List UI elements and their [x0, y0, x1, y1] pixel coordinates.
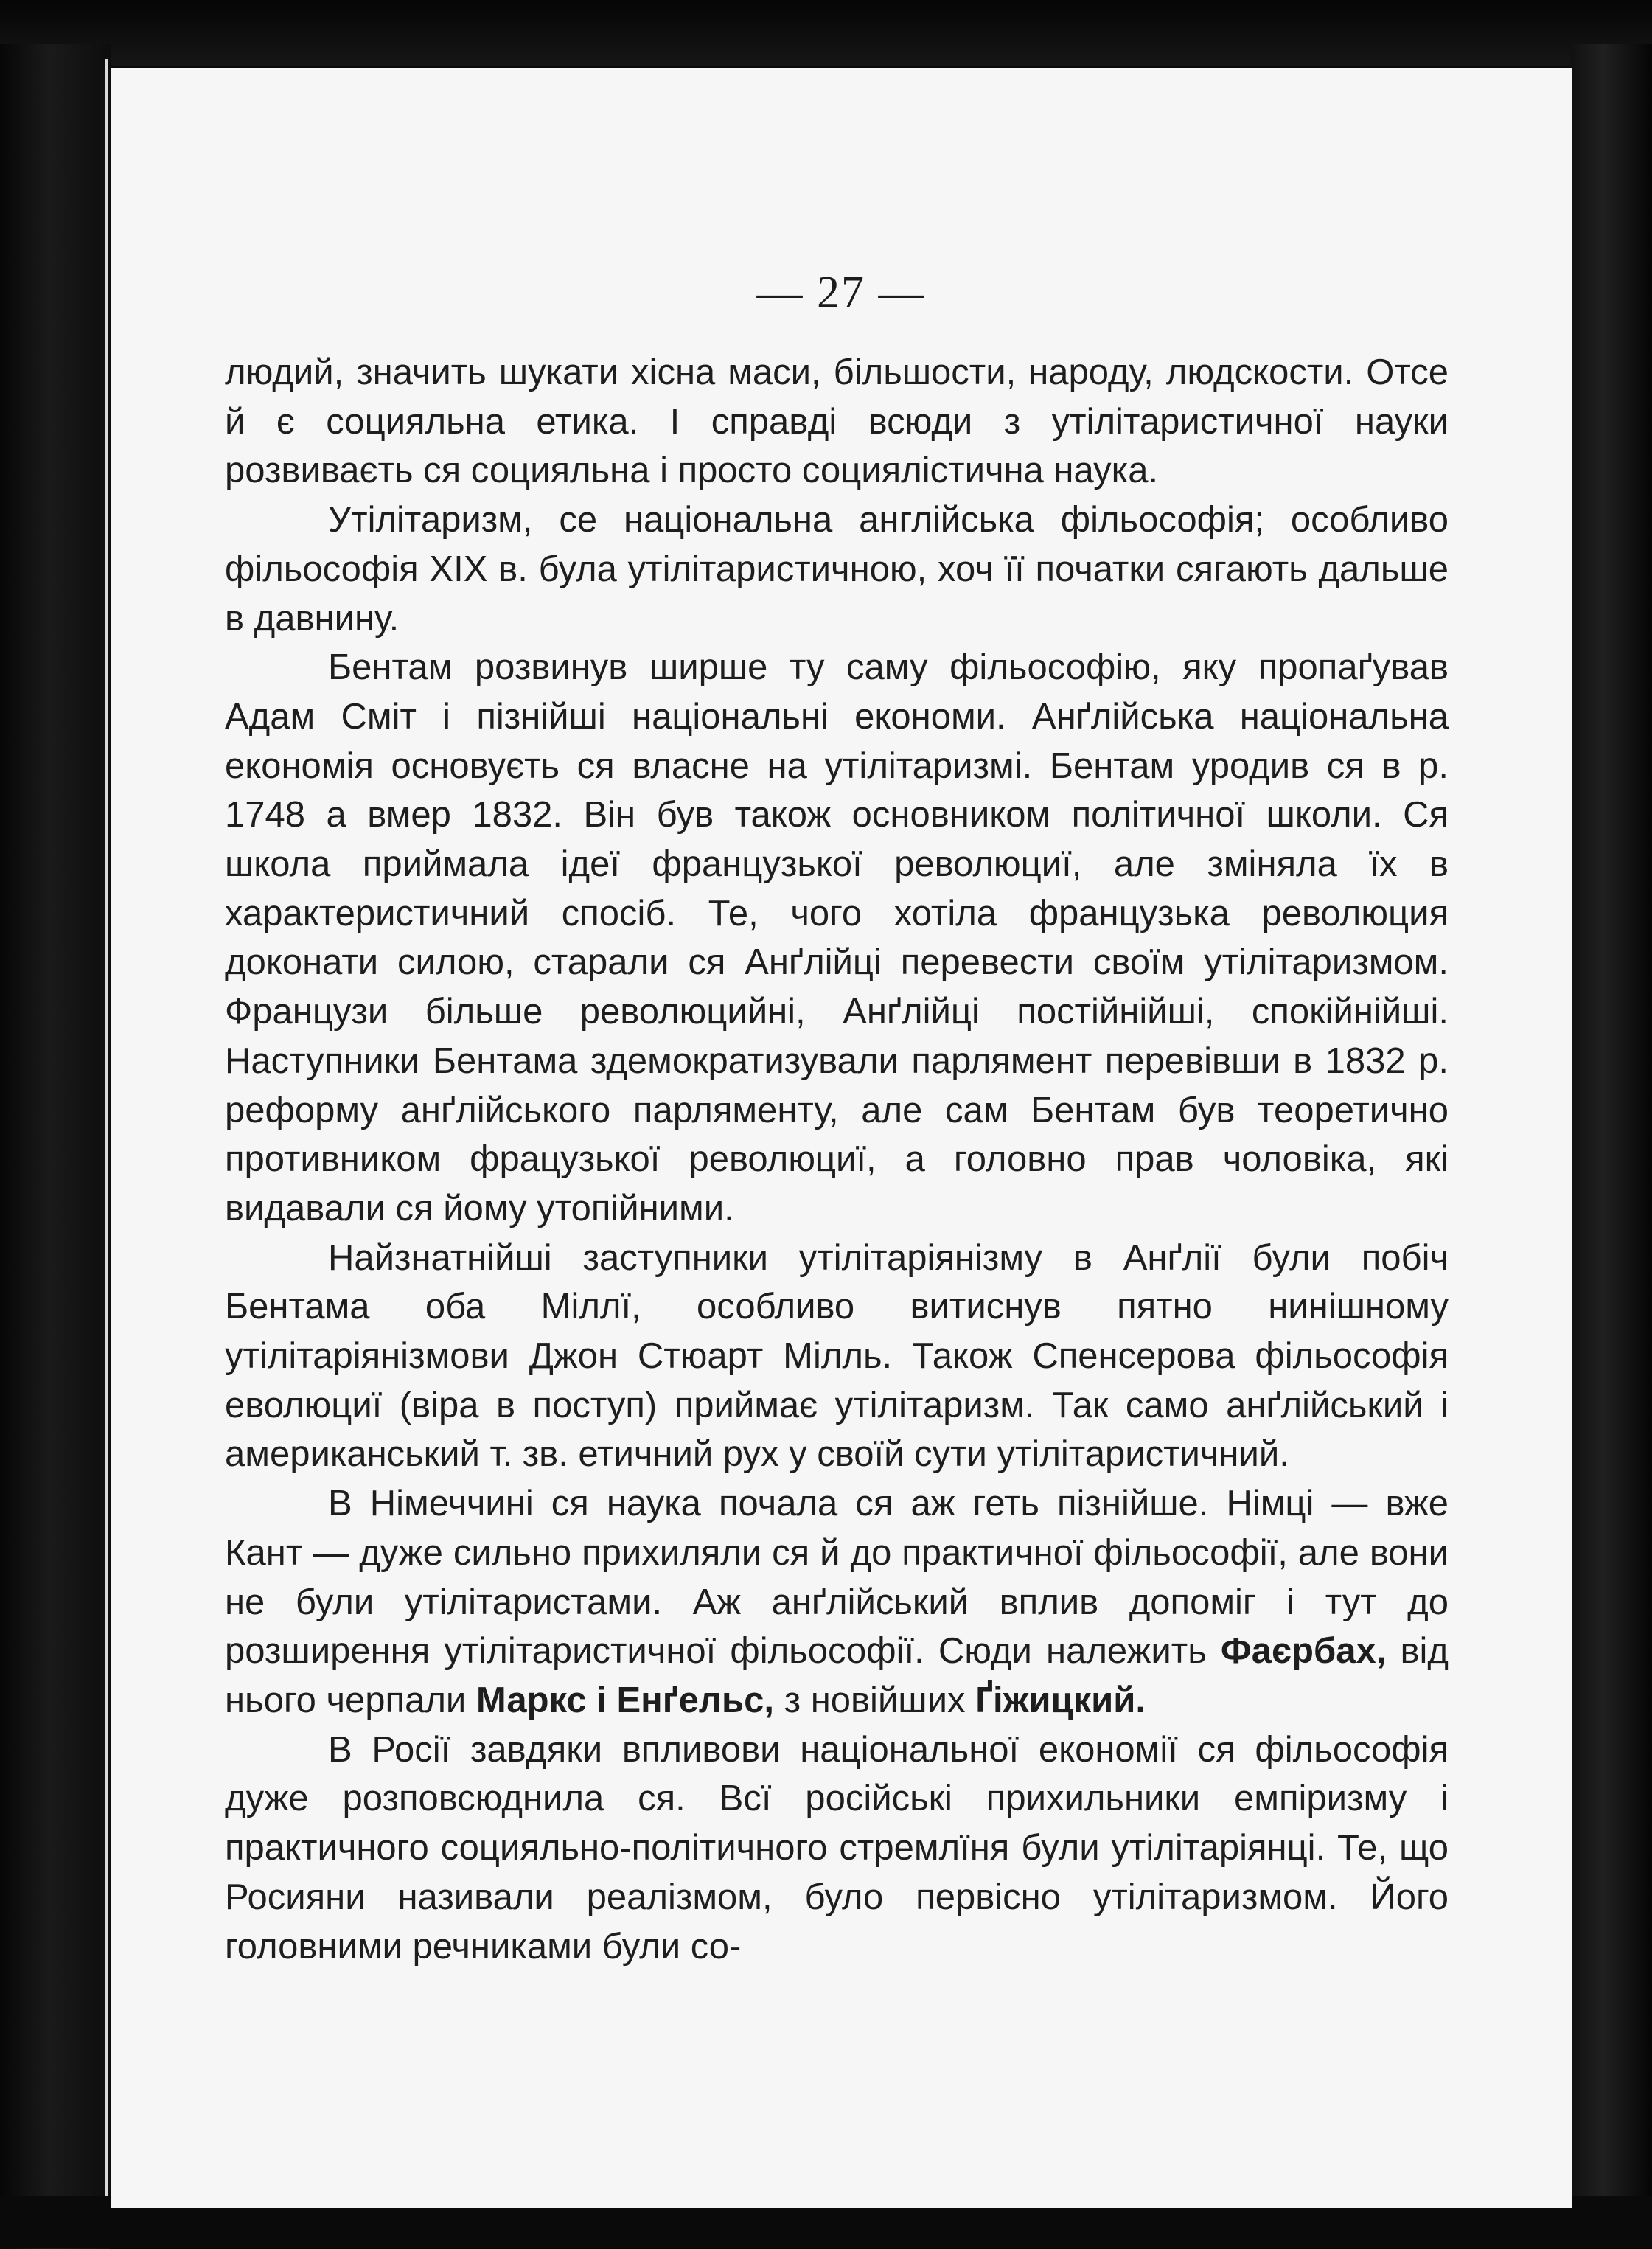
paragraph — [225, 1479, 1449, 1725]
text-span: В Росії завдяки впливови національної економії ся фільософія дуже розповсюднила ся. Всї російські прихильники емпіризму і практичного социяльно-політичного стремлїня були утілітаріянці. Те, що Росияни називали реалізмом, було первісно утілітаризмом. Його головними речниками були со- — [225, 1729, 1449, 1967]
text-span: від нього черпали — [225, 1631, 1449, 1720]
text-span: Бентам розвинув ширше ту саму фільософію, яку пропаґував Адам Сміт і пізнійші національні економи. Анґлійська національна економія основуєть ся власне на утілітаризмі. Бентам уродив ся в р. 1748 а вмер 1832. Він був також основником політичної школи. Ся школа приймала ідеї французької революциї, але зміняла їх в характеристичний спосіб. Те, чого хотіла французька революция доконати силою, старали ся Анґлійці перевести своїм утілітаризмом. Французи більше революцийні, Анґлійці постійнійші, спокійнійші. Наступники Бентама здемократизували парлямент перевівши в 1832 р. реформу анґлійського парляменту, але сам Бентам був теоретично противником фрацузької революциї, а головно прав чоловіка, які видавали ся йому утопійними. — [225, 647, 1449, 1228]
text-span: В Німеччині ся наука почала ся аж геть пізнійше. Німці — вже Кант — дуже сильно прихиляли ся й до практичної фільософії, але вони не були утілітаристами. Аж анґлійський вплив допоміг і тут до розширення утілітаристичної фільософії. Сюди належить — [225, 1484, 1449, 1672]
page-body-text — [225, 348, 1449, 1971]
text-span: з новійших — [774, 1680, 976, 1720]
bold-name-span: Фаєрбах, — [1220, 1631, 1387, 1672]
text-span: Найзнатнійші заступники утілітаріянізму в Анґлії були побіч Бентама оба Міллї, особливо витиснув пятно нинішному утілітаріянізмови Джон Стюарт Мілль. Також Спенсерова фільософія еволюциї (віра в поступ) приймає утілітаризм. Так само анґлійський і американський т. зв. етичний рух у своїй сути утілітаристичний. — [225, 1237, 1449, 1475]
bold-name-span: Ґіжицкий. — [975, 1680, 1146, 1720]
book-cover-edge — [1571, 44, 1652, 2242]
paragraph — [225, 1725, 1449, 1972]
paragraph — [225, 496, 1449, 643]
page-number: — 27 — — [756, 268, 926, 318]
paragraph — [225, 348, 1449, 496]
book-spine-edge — [0, 44, 111, 2249]
paragraph — [225, 643, 1449, 1233]
page-fold-line — [105, 59, 108, 2212]
book-page — [111, 68, 1572, 2208]
bold-name-span: Маркс і Енґельс, — [475, 1680, 775, 1720]
scan-top-edge — [0, 0, 1652, 66]
paragraph — [225, 1234, 1449, 1480]
text-span: Утілітаризм, се національна англійська фільософія; особливо фільософія XIX в. була утілітаристичною, хоч її початки сягають дальше в давнину. — [225, 500, 1449, 639]
text-span: людий, значить шукати хісна маси, більшости, народу, людскости. Отсе й є социяльна етика. І справді всюди з утілітаристичної науки розвиваєть ся социяльна і просто социялістична наука. — [225, 352, 1449, 491]
